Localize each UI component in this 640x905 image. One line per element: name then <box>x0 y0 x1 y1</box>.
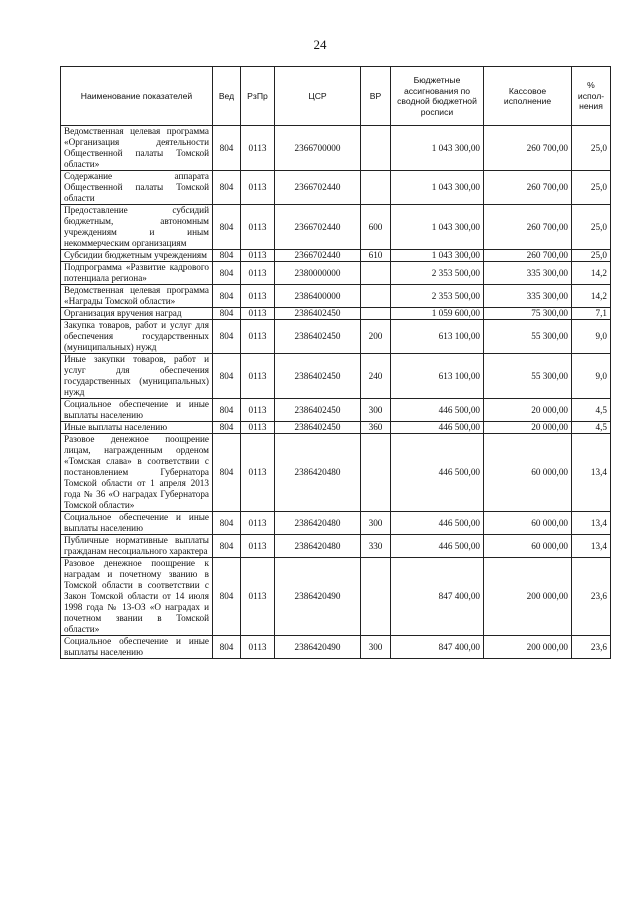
row-rzpr: 0113 <box>241 285 275 308</box>
header-cash: Кассовое исполнение <box>484 67 572 126</box>
header-budget: Бюджетные ассигнования по сводной бюджетной росписи <box>391 67 484 126</box>
row-pct: 14,2 <box>572 285 611 308</box>
row-csr: 2386400000 <box>275 285 361 308</box>
row-rzpr: 0113 <box>241 399 275 422</box>
table-row <box>61 636 611 659</box>
row-pct: 23,6 <box>572 558 611 636</box>
row-vr: 330 <box>361 535 391 558</box>
row-budget: 613 100,00 <box>391 354 484 399</box>
row-budget: 1 043 300,00 <box>391 126 484 171</box>
row-csr: 2366702440 <box>275 205 361 250</box>
row-name: Предоставление субсидий бюджетным, автономным учреждениям и иным некоммерческим организациям <box>61 205 213 250</box>
header-vr: ВР <box>361 67 391 126</box>
row-name: Иные закупки товаров, работ и услуг для обеспечения государственных (муниципальных) нужд <box>61 354 213 399</box>
row-pct: 4,5 <box>572 422 611 434</box>
row-cash: 20 000,00 <box>484 399 572 422</box>
row-ved: 804 <box>213 285 241 308</box>
row-vr <box>361 126 391 171</box>
table-row <box>61 434 611 512</box>
header-pct: % испол-нения <box>572 67 611 126</box>
row-name: Субсидии бюджетным учреждениям <box>61 250 213 262</box>
row-rzpr: 0113 <box>241 308 275 320</box>
row-ved: 804 <box>213 558 241 636</box>
table-row <box>61 171 611 205</box>
row-cash: 55 300,00 <box>484 320 572 354</box>
row-rzpr: 0113 <box>241 250 275 262</box>
row-vr <box>361 434 391 512</box>
row-ved: 804 <box>213 250 241 262</box>
row-csr: 2386420490 <box>275 636 361 659</box>
row-ved: 804 <box>213 636 241 659</box>
row-name: Социальное обеспечение и иные выплаты населению <box>61 636 213 659</box>
row-csr: 2386402450 <box>275 422 361 434</box>
row-cash: 260 700,00 <box>484 250 572 262</box>
row-budget: 446 500,00 <box>391 512 484 535</box>
row-csr: 2386402450 <box>275 320 361 354</box>
row-vr <box>361 285 391 308</box>
row-ved: 804 <box>213 512 241 535</box>
row-vr: 360 <box>361 422 391 434</box>
row-rzpr: 0113 <box>241 512 275 535</box>
row-cash: 55 300,00 <box>484 354 572 399</box>
table-row <box>61 205 611 250</box>
table-row <box>61 558 611 636</box>
row-cash: 260 700,00 <box>484 126 572 171</box>
row-name: Разовое денежное поощрение к наградам и почетному званию в Томской области в соответствии с Закон Томской области от 14 июля 1998 года № 13-ОЗ «О наградах и почетном звании в Томской области» <box>61 558 213 636</box>
row-cash: 335 300,00 <box>484 262 572 285</box>
row-name: Ведомственная целевая программа «Организация деятельности Общественной палаты Томской области» <box>61 126 213 171</box>
row-name: Иные выплаты населению <box>61 422 213 434</box>
row-csr: 2366702440 <box>275 171 361 205</box>
row-cash: 200 000,00 <box>484 636 572 659</box>
row-budget: 1 059 600,00 <box>391 308 484 320</box>
row-csr: 2386420480 <box>275 434 361 512</box>
row-rzpr: 0113 <box>241 320 275 354</box>
row-rzpr: 0113 <box>241 558 275 636</box>
row-rzpr: 0113 <box>241 434 275 512</box>
row-pct: 13,4 <box>572 535 611 558</box>
row-budget: 446 500,00 <box>391 422 484 434</box>
row-ved: 804 <box>213 262 241 285</box>
table-header-row <box>61 67 611 126</box>
table-row <box>61 320 611 354</box>
row-vr: 300 <box>361 399 391 422</box>
row-pct: 13,4 <box>572 512 611 535</box>
row-csr: 2380000000 <box>275 262 361 285</box>
row-vr: 240 <box>361 354 391 399</box>
table-row <box>61 308 611 320</box>
row-budget: 2 353 500,00 <box>391 262 484 285</box>
row-pct: 25,0 <box>572 250 611 262</box>
row-csr: 2386402450 <box>275 308 361 320</box>
header-name: Наименование показателей <box>61 67 213 126</box>
row-cash: 75 300,00 <box>484 308 572 320</box>
row-vr: 300 <box>361 512 391 535</box>
row-name: Ведомственная целевая программа «Награды Томской области» <box>61 285 213 308</box>
header-rzpr: РзПр <box>241 67 275 126</box>
row-vr <box>361 262 391 285</box>
row-ved: 804 <box>213 205 241 250</box>
row-name: Закупка товаров, работ и услуг для обеспечения государственных (муниципальных) нужд <box>61 320 213 354</box>
row-rzpr: 0113 <box>241 171 275 205</box>
row-csr: 2386420480 <box>275 535 361 558</box>
row-budget: 446 500,00 <box>391 399 484 422</box>
row-cash: 260 700,00 <box>484 171 572 205</box>
row-vr: 300 <box>361 636 391 659</box>
table-row <box>61 535 611 558</box>
row-budget: 2 353 500,00 <box>391 285 484 308</box>
row-cash: 260 700,00 <box>484 205 572 250</box>
row-csr: 2386402450 <box>275 354 361 399</box>
header-ved: Вед <box>213 67 241 126</box>
table-row <box>61 126 611 171</box>
row-vr: 600 <box>361 205 391 250</box>
row-ved: 804 <box>213 126 241 171</box>
row-name: Организация вручения наград <box>61 308 213 320</box>
row-csr: 2386420480 <box>275 512 361 535</box>
row-pct: 7,1 <box>572 308 611 320</box>
row-rzpr: 0113 <box>241 636 275 659</box>
row-vr <box>361 558 391 636</box>
row-budget: 613 100,00 <box>391 320 484 354</box>
row-cash: 60 000,00 <box>484 512 572 535</box>
row-pct: 25,0 <box>572 126 611 171</box>
row-rzpr: 0113 <box>241 422 275 434</box>
row-vr <box>361 171 391 205</box>
table-row <box>61 262 611 285</box>
row-budget: 446 500,00 <box>391 434 484 512</box>
row-pct: 9,0 <box>572 320 611 354</box>
row-ved: 804 <box>213 320 241 354</box>
table-row <box>61 512 611 535</box>
row-budget: 847 400,00 <box>391 558 484 636</box>
row-ved: 804 <box>213 399 241 422</box>
row-vr <box>361 308 391 320</box>
table-row <box>61 354 611 399</box>
table-row <box>61 285 611 308</box>
row-cash: 335 300,00 <box>484 285 572 308</box>
table-row <box>61 399 611 422</box>
row-name: Разовое денежное поощрение лицам, награжденным орденом «Томская слава» в соответствии с постановлением Губернатора Томской области от 1 апреля 2013 года № 36 «О наградах Губернатора Томской области» <box>61 434 213 512</box>
row-budget: 1 043 300,00 <box>391 171 484 205</box>
row-ved: 804 <box>213 171 241 205</box>
row-cash: 60 000,00 <box>484 535 572 558</box>
row-budget: 446 500,00 <box>391 535 484 558</box>
row-pct: 13,4 <box>572 434 611 512</box>
row-name: Социальное обеспечение и иные выплаты населению <box>61 399 213 422</box>
table-body <box>61 126 611 659</box>
row-rzpr: 0113 <box>241 535 275 558</box>
row-rzpr: 0113 <box>241 262 275 285</box>
row-budget: 1 043 300,00 <box>391 205 484 250</box>
row-name: Социальное обеспечение и иные выплаты населению <box>61 512 213 535</box>
budget-execution-table <box>60 66 611 659</box>
table-row <box>61 422 611 434</box>
row-rzpr: 0113 <box>241 205 275 250</box>
row-pct: 9,0 <box>572 354 611 399</box>
row-name: Подпрограмма «Развитие кадрового потенциала региона» <box>61 262 213 285</box>
row-vr: 200 <box>361 320 391 354</box>
row-pct: 4,5 <box>572 399 611 422</box>
row-csr: 2366702440 <box>275 250 361 262</box>
row-ved: 804 <box>213 422 241 434</box>
row-csr: 2386420490 <box>275 558 361 636</box>
row-ved: 804 <box>213 535 241 558</box>
page-number: 24 <box>313 37 327 52</box>
row-ved: 804 <box>213 308 241 320</box>
row-vr: 610 <box>361 250 391 262</box>
row-pct: 25,0 <box>572 171 611 205</box>
row-cash: 200 000,00 <box>484 558 572 636</box>
row-rzpr: 0113 <box>241 354 275 399</box>
row-pct: 23,6 <box>572 636 611 659</box>
row-ved: 804 <box>213 434 241 512</box>
row-pct: 25,0 <box>572 205 611 250</box>
row-cash: 60 000,00 <box>484 434 572 512</box>
row-rzpr: 0113 <box>241 126 275 171</box>
row-ved: 804 <box>213 354 241 399</box>
header-csr: ЦСР <box>275 67 361 126</box>
row-csr: 2386402450 <box>275 399 361 422</box>
row-name: Содержание аппарата Общественной палаты Томской области <box>61 171 213 205</box>
row-budget: 1 043 300,00 <box>391 250 484 262</box>
row-name: Публичные нормативные выплаты гражданам несоциального характера <box>61 535 213 558</box>
row-cash: 20 000,00 <box>484 422 572 434</box>
row-pct: 14,2 <box>572 262 611 285</box>
table-row <box>61 250 611 262</box>
row-csr: 2366700000 <box>275 126 361 171</box>
row-budget: 847 400,00 <box>391 636 484 659</box>
